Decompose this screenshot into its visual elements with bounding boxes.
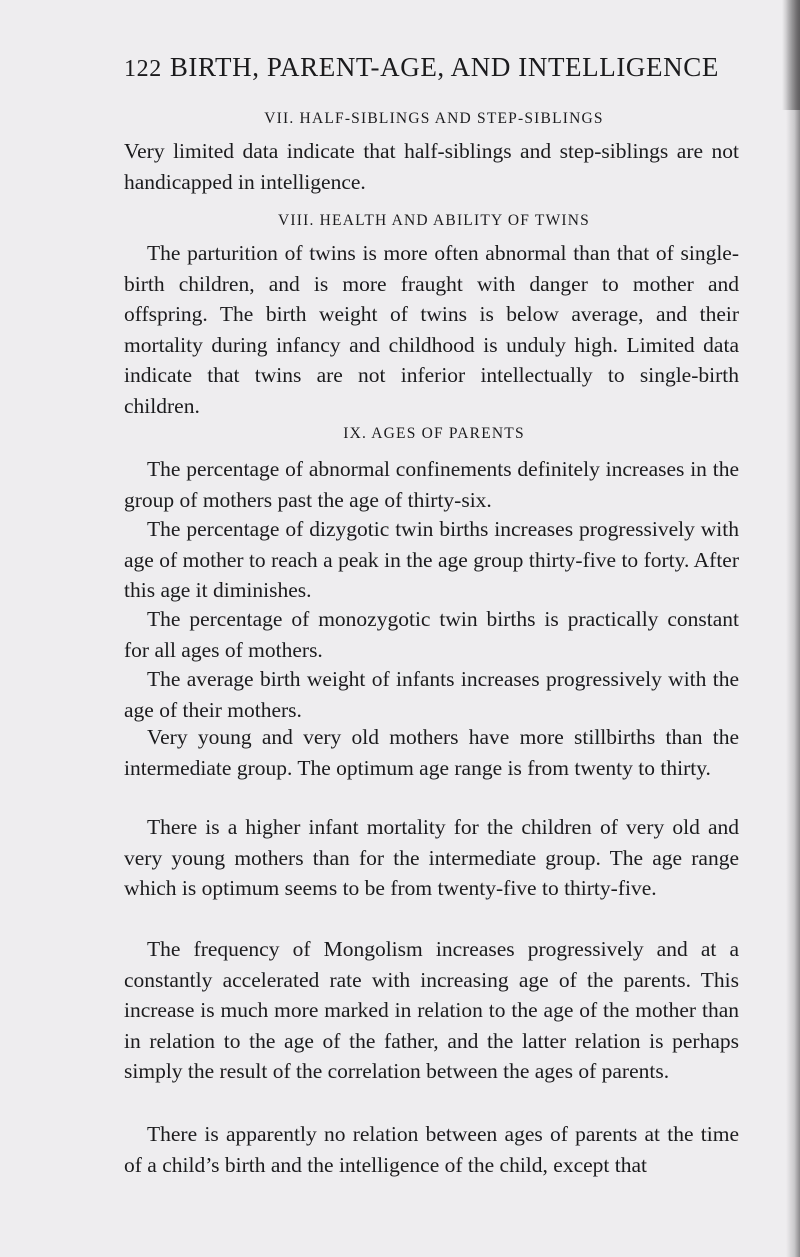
paragraph: The average birth weight of infants increases progressively with the age of their mothers. xyxy=(124,667,739,722)
paragraph: There is apparently no relation between ages of parents at the time of a child’s birth and the intelligence of the child, except that xyxy=(124,1122,739,1177)
paragraph: The percentage of dizygotic twin births increases progressively with age of mother to reach a peak in the age group thirty-five to forty. After this age it diminishes. xyxy=(124,517,739,602)
running-head xyxy=(124,52,764,83)
page-number: 122 xyxy=(124,56,162,82)
paragraph: The percentage of monozygotic twin births is practically constant for all ages of mothers. xyxy=(124,607,739,662)
page-edge-shadow xyxy=(786,0,800,1257)
section-title-half-siblings: VII. HALF-SIBLINGS AND STEP-SIBLINGS xyxy=(264,110,604,127)
paragraph: Very limited data indicate that half-siblings and step-siblings are not handicapped in intelligence. xyxy=(124,139,739,194)
section-title-twins: VIII. HEALTH AND ABILITY OF TWINS xyxy=(278,212,590,229)
paragraph: The parturition of twins is more often abnormal than that of single-birth children, and is more fraught with danger to mother and offspring. The birth weight of twins is below average, and their mortality during infancy and childhood is unduly high. Limited data indicate that twins are not inferior intellectually to single-birth children. xyxy=(124,241,739,418)
running-head-title: BIRTH, PARENT-AGE, AND INTELLIGENCE xyxy=(169,52,719,82)
section-title-ages-of-parents: IX. AGES OF PARENTS xyxy=(343,425,525,442)
paragraph: The percentage of abnormal confinements definitely increases in the group of mothers past the age of thirty-six. xyxy=(124,457,739,512)
paragraph: The frequency of Mongolism increases progressively and at a constantly accelerated rate with increasing age of the parents. This increase is much more marked in relation to the age of the mother than in relation to the age of the father, and the latter relation is perhaps simply the result of the correlation between the ages of parents. xyxy=(124,937,739,1083)
paragraph: Very young and very old mothers have more stillbirths than the intermediate group. The optimum age range is from twenty to thirty. xyxy=(124,725,739,780)
page-edge-shadow-top xyxy=(782,0,800,110)
paragraph: There is a higher infant mortality for the children of very old and very young mothers than for the intermediate group. The age range which is optimum seems to be from twenty-five to thirty-five. xyxy=(124,815,739,900)
